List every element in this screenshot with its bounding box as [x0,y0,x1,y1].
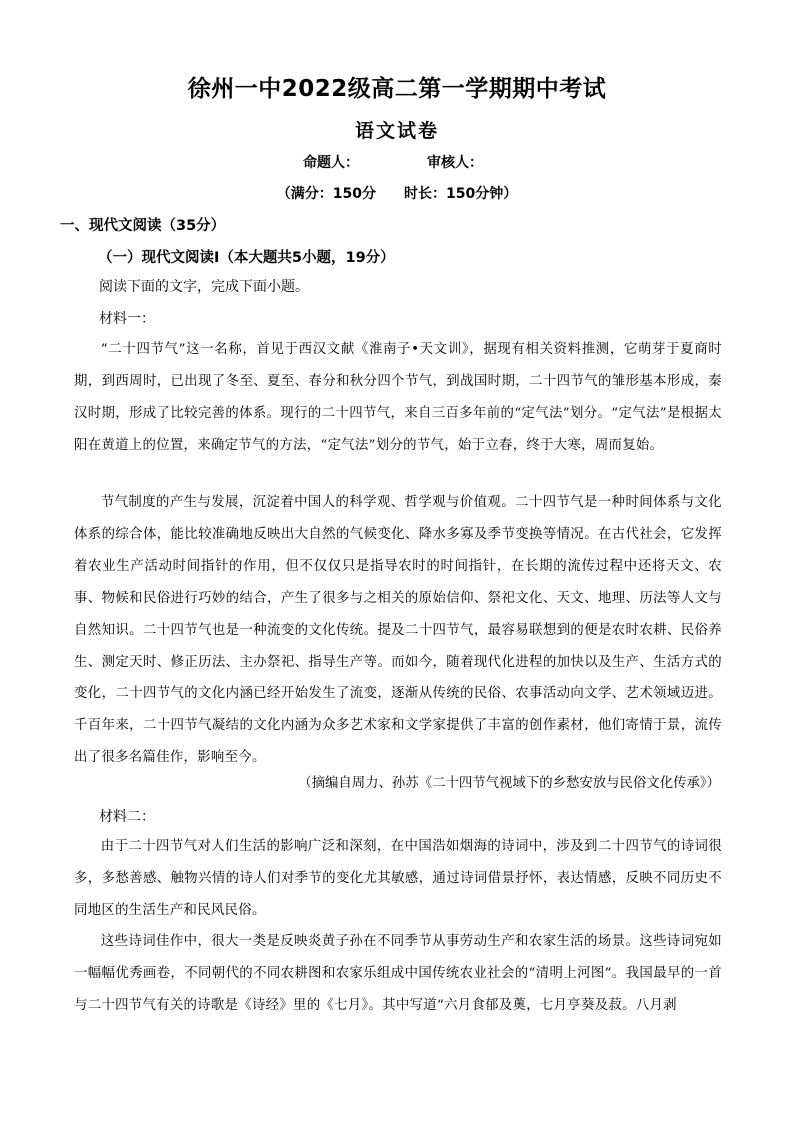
material1-paragraph: “二十四节气”这一名称，首见于西汉文献《淮南子•天文训》，据现有相关资料推测，它萌芽于夏商时期，到西周时，已出现了冬至、夏至、春分和秋分四个节气，到战国时期，二十四节气的雏形基本形成，秦汉时期，形成了比较完善的体系。现行的二十四节气，来自三百多年前的“定气法”划分。“定气法”是根据太阳在黄道上的位置，来确定节气的方法，“定气法”划分的节气，始于立春，终于大寒，周而复始。 [74,342,722,453]
material1-paragraph: 节气制度的产生与发展，沉淀着中国人的科学观、哲学观与价值观。二十四节气是一种时间体系与文化体系的综合体，能比较准确地反映出大自然的气候变化、降水多寡及季节变换等情况。在古代社会，它发挥着农业生产活动时间指针的作用，但不仅仅只是指导农时的时间指针，在长期的流传过程中还将天文、农事、物候和民俗进行巧妙的结合，产生了很多与之相关的原始信仰、祭祀文化、天文、地理、历法等人文与自然知识。二十四节气也是一种流变的文化传统。提及二十四节气，最容易联想到的便是农时农耕、民俗养生、测定天时、修正历法、主办祭祀、指导生产等。而如今，随着现代化进程的加快以及生产、生活方式的变化，二十四节气的文化内涵已经开始发生了流变，逐渐从传统的民俗、农事活动向文学、艺术领域迈进。千百年来，二十四节气凝结的文化内涵为众多艺术家和文学家提供了丰富的创作素材，他们寄情于景，流传出了很多名篇佳作，影响至今。 [74,495,722,766]
subject-title: 语文试卷 [354,120,439,142]
reviewer-label: 审核人： [427,155,483,171]
subsection-heading: （一）现代文阅读Ⅰ（本大题共5小题，19分） [98,250,395,266]
score-time-info: （满分：150分 时长：150分钟） [276,186,518,202]
reading-instruction: 阅读下面的文字，完成下面小题。 [99,279,309,295]
setter-label: 命题人： [303,155,359,171]
material1-label: 材料一： [99,311,155,327]
exam-title: 徐州一中2022级高二第一学期期中考试 [187,76,607,102]
material2-paragraph: 这些诗词佳作中，很大一类是反映炎黄子孙在不同季节从事劳动生产和农家生活的场景。这些诗词宛如一幅幅优秀画卷，不同朝代的不同农耕图和农家乐组成中国传统农业社会的“清明上河图”。我国最早的一首与二十四节气有关的诗歌是《诗经》里的《七月》。其中写道“六月食郁及薁，七月亨葵及菽。八月剥 [74,934,722,1013]
material2-label: 材料二： [99,809,155,825]
material2-paragraph: 由于二十四节气对人们生活的影响广泛和深刻，在中国浩如烟海的诗词中，涉及到二十四节气的诗词很多，多愁善感、触物兴情的诗人们对季节的变化尤其敏感，通过诗词借景抒怀，表达情感，反映不同历史不同地区的生活生产和民风民俗。 [74,839,722,918]
material1-source: （摘编自周力、孙苏《二十四节气视域下的乡愁安放与民俗文化传承》） [298,776,720,791]
section-heading: 一、现代文阅读（35分） [60,218,226,234]
